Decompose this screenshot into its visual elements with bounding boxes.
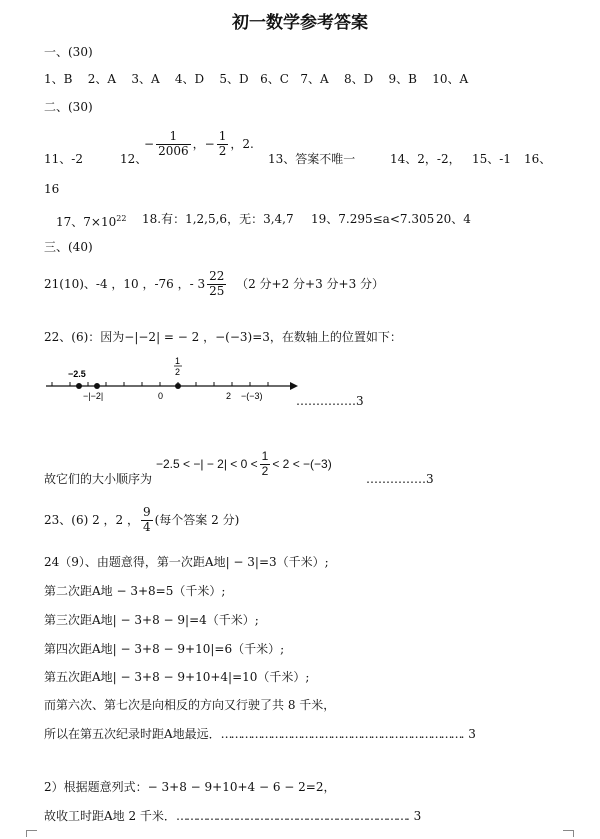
q12-frac1-sign: − bbox=[144, 137, 155, 152]
q12-frac2-sign: − bbox=[204, 137, 215, 152]
q24-line-5: 第五次距A地| − 3+8 − 9+10+4|=10（千米）; bbox=[44, 670, 310, 684]
q13: 13、答案不唯一 bbox=[268, 152, 356, 166]
page-title: 初一数学参考答案 bbox=[232, 13, 368, 33]
q16-label: 16、 bbox=[524, 152, 552, 166]
label-half-num: 1 bbox=[175, 356, 181, 366]
q24-line-7-dots: ……………………………………………………………… bbox=[220, 727, 461, 741]
q21-fraction bbox=[207, 270, 226, 299]
page-corner-left bbox=[26, 830, 37, 837]
q23-fraction bbox=[141, 506, 153, 535]
q11: 11、-2 bbox=[44, 152, 83, 166]
q21 bbox=[44, 270, 384, 299]
q22-order-part-b: < 2 < −(−3) bbox=[272, 457, 332, 472]
section1-header: 一、(30) bbox=[44, 45, 93, 59]
q24-line-7 bbox=[44, 727, 476, 741]
q20: 20、4 bbox=[436, 212, 471, 226]
answer-3: 3、A bbox=[131, 72, 160, 86]
q23-frac-den: 4 bbox=[142, 519, 151, 534]
answer-9: 9、B bbox=[388, 72, 417, 86]
number-line bbox=[40, 356, 300, 406]
q24-line-6: 而第六次、第七次是向相反的方向又行驶了共 8 千米， bbox=[44, 698, 336, 712]
q16-value: 16 bbox=[44, 182, 60, 196]
q22-order-frac-den: 2 bbox=[261, 463, 269, 478]
q24-line-9 bbox=[44, 809, 421, 823]
point-minus-abs-minus-2 bbox=[94, 383, 100, 389]
q12-separator: ， bbox=[192, 137, 205, 152]
answer-5: 5、D bbox=[219, 72, 249, 86]
q22-line bbox=[44, 330, 402, 344]
section2-header: 二、(30) bbox=[44, 100, 93, 114]
answer-10: 10、A bbox=[432, 72, 469, 86]
q23-suffix: (每个答案 2 分) bbox=[154, 513, 240, 528]
q24-line-3: 第三次距A地| − 3+8 − 9|=4（千米）; bbox=[44, 613, 259, 627]
q22-order-fraction bbox=[260, 450, 271, 479]
q12-tail: ，2. bbox=[230, 137, 254, 152]
q12-frac2-num: 1 bbox=[218, 129, 227, 143]
q22-score-1: ……………3 bbox=[296, 394, 364, 408]
q24-line-1: 24（9）、由题意得，第一次距A地| − 3|=3（千米）; bbox=[44, 555, 329, 569]
q17-exponent: 22 bbox=[116, 214, 127, 223]
q23-prefix: 23、(6) 2 ，2 ， bbox=[44, 513, 139, 528]
q19: 19、7.295≤a<7.305 bbox=[311, 212, 435, 226]
q24-line-9-text: 故收工时距A地 2 千米． bbox=[44, 809, 176, 823]
q23-frac-num: 9 bbox=[142, 505, 151, 519]
q24-line-7-score: . 3 bbox=[460, 727, 476, 741]
label-minus-abs-minus-2: −|−2| bbox=[83, 391, 104, 401]
q22-text-a: 22、(6)：因为 bbox=[44, 330, 125, 344]
number-line-arrow bbox=[290, 382, 298, 390]
section3-header: 三、(40) bbox=[44, 240, 93, 254]
q18: 18.有：1,2,5,6，无：3,4,7 bbox=[142, 212, 294, 226]
q21-prefix: 21(10)、-4 ，10 ，-76 ，- 3 bbox=[44, 277, 206, 292]
q12-fraction-1 bbox=[156, 130, 191, 159]
section1-answers bbox=[44, 72, 468, 86]
q21-frac-num: 22 bbox=[209, 269, 225, 283]
q22-score-2: ……………3 bbox=[366, 472, 434, 486]
label-two: 2 bbox=[226, 391, 232, 401]
label-minus-minus-3: −(−3) bbox=[241, 391, 263, 401]
point-minus-2-5 bbox=[76, 383, 82, 389]
point-half bbox=[175, 383, 181, 389]
q24-part-2: 2）根据题意列式：− 3+8 − 9+10+4 − 6 − 2=2， bbox=[44, 780, 336, 794]
q12-frac1-den: 2006 bbox=[158, 143, 189, 158]
q21-frac-den: 25 bbox=[209, 283, 225, 298]
answer-4: 4、D bbox=[174, 72, 205, 86]
q24-line-9-dots: …………………………………………………………… bbox=[175, 809, 406, 823]
q14: 14、2，-2， bbox=[390, 152, 461, 166]
q24-line-9-score: . 3 bbox=[405, 809, 422, 823]
q12-answer bbox=[144, 130, 254, 159]
label-half-den: 2 bbox=[175, 367, 181, 377]
q22-text-b: ，在数轴上的位置如下： bbox=[269, 330, 402, 344]
q15: 15、-1 bbox=[472, 152, 511, 166]
q22-order-expression bbox=[156, 450, 332, 479]
answer-6: 6、C bbox=[260, 72, 289, 86]
label-zero: 0 bbox=[158, 391, 164, 401]
q17-base: 17、7×10 bbox=[56, 215, 117, 229]
q12-label: 12、 bbox=[120, 152, 148, 166]
answer-2: 2、A bbox=[87, 72, 117, 86]
q24-line-7-text: 所以在第五次纪录时距A地最远． bbox=[44, 727, 221, 741]
q12-fraction-2 bbox=[217, 130, 229, 159]
q22-order-frac-num: 1 bbox=[261, 449, 269, 463]
q21-suffix: （2 分+2 分+3 分+3 分） bbox=[236, 277, 385, 292]
answer-8: 8、D bbox=[344, 72, 374, 86]
answer-7: 7、A bbox=[300, 72, 329, 86]
q12-frac1-num: 1 bbox=[156, 130, 191, 145]
label-minus-2-5: −2.5 bbox=[68, 369, 86, 379]
page-corner-right bbox=[563, 830, 574, 837]
q17 bbox=[56, 212, 126, 229]
q12-frac2-den: 2 bbox=[218, 143, 227, 158]
q22-order-label: 故它们的大小顺序为 bbox=[44, 472, 153, 486]
q24-line-4: 第四次距A地| − 3+8 − 9+10|=6（千米）; bbox=[44, 642, 285, 656]
q23 bbox=[44, 506, 239, 535]
q22-expression: −|−2| = − 2 ，−(−3)=3 bbox=[124, 330, 270, 344]
answer-1: 1、B bbox=[44, 72, 73, 86]
q22-order-part-a: −2.5 < −| − 2| < 0 < bbox=[156, 457, 258, 472]
q24-line-2: 第二次距A地 − 3+8=5（千米）; bbox=[44, 584, 226, 598]
